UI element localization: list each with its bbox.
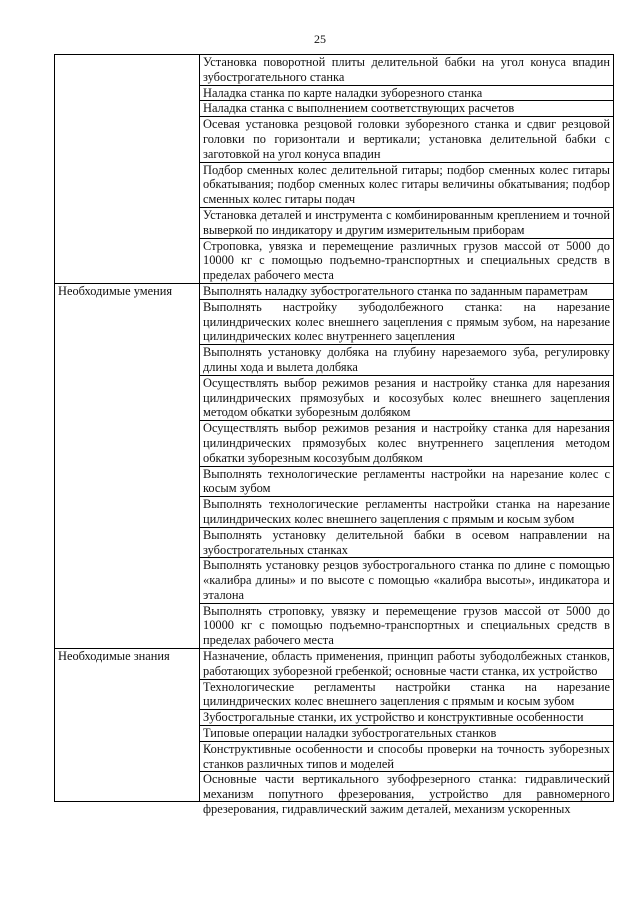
table-cell-continued xyxy=(200,772,614,817)
section-label-skills: Необходимые умения xyxy=(55,283,200,648)
page-number: 25 xyxy=(314,32,326,46)
table-row xyxy=(55,283,614,299)
table-cell: Выполнять установку резцов зубострогального станка по длине с помощью «калибра длины» и по высоте с помощью «калибра высоты», индикатора и эталона xyxy=(200,558,614,603)
table-cell: Наладка станка по карте наладки зуборезного станка xyxy=(200,85,614,101)
table-cell: Выполнять установку долбяка на глубину нарезаемого зуба, регулировку длины хода и вылета долбяка xyxy=(200,345,614,376)
section-label xyxy=(55,55,200,284)
table-cell: Назначение, область применения, принцип работы зубодолбежных станков, работающих зуборезной гребенкой; основные части станка, их устройство xyxy=(200,649,614,680)
table-cell: Строповка, увязка и перемещение различных грузов массой от 5000 до 10000 кг с помощью подъемно-транспортных и специальных средств в пределах рабочего места xyxy=(200,238,614,283)
table-cell: Выполнять установку делительной бабки в осевом направлении на зубострогательных станках xyxy=(200,527,614,558)
table-cell: Выполнять наладку зубострогательного станка по заданным параметрам xyxy=(200,283,614,299)
table-cell: Выполнять строповку, увязку и перемещение грузов массой от 5000 до 10000 кг с помощью подъемно-транспортных и специальных средств в пределах рабочего места xyxy=(200,603,614,648)
table-cell: Выполнять технологические регламенты настройки станка на нарезание цилиндрических колес внешнего зацепления с прямым и косым зубом xyxy=(200,497,614,528)
section-label-knowledge: Необходимые знания xyxy=(55,649,200,802)
table-cell: Технологические регламенты настройки станка на нарезание цилиндрических колес внешнего зацепления с прямым и косым зубом xyxy=(200,679,614,710)
table-cell: Наладка станка с выполнением соответствующих расчетов xyxy=(200,101,614,117)
table-cell: Конструктивные особенности и способы проверки на точность зуборезных станков различных типов и моделей xyxy=(200,741,614,772)
table-cell: Выполнять технологические регламенты настройки на нарезание колес с косым зубом xyxy=(200,466,614,497)
table-row xyxy=(55,55,614,86)
table-cell: Установка поворотной плиты делительной бабки на угол конуса впадин зубострогательного станка xyxy=(200,55,614,86)
competency-table xyxy=(54,54,614,817)
table-cell: Осуществлять выбор режимов резания и настройку станка для нарезания цилиндрических прямозубых и косозубых колес внешнего зацепления методом обкатки зуборезным долбяком xyxy=(200,375,614,420)
table-cell: Подбор сменных колес делительной гитары; подбор сменных колес гитары обкатывания; подбор сменных колес гитары величины обкатывания; подбор сменных колес гитары подач xyxy=(200,162,614,207)
table-row xyxy=(55,649,614,680)
table-cell: Осевая установка резцовой головки зуборезного станка и сдвиг резцовой головки по горизонтали и вертикали; установка делительной бабки с заготовкой на угол конуса впадин xyxy=(200,117,614,162)
table-cell: Выполнять настройку зубодолбежного станка: на нарезание цилиндрических колес внешнего зацепления с прямым зубом, на нарезание цилиндрических колес внутреннего зацепления xyxy=(200,299,614,344)
table-cell-text: Основные части вертикального зубофрезерного станка: гидравлический механизм попутного фрезерования, устройство для равномерного фрезерования, гидравлический зажим деталей, механизм ускоренных xyxy=(203,772,610,817)
table-cell: Установка деталей и инструмента с комбинированным креплением и точной выверкой по индикатору и другим измерительным приборам xyxy=(200,207,614,238)
table-cell: Типовые операции наладки зубострогательных станков xyxy=(200,726,614,742)
table-cell: Зубострогальные станки, их устройство и конструктивные особенности xyxy=(200,710,614,726)
table-cell: Осуществлять выбор режимов резания и настройку станка для нарезания цилиндрических прямозубых колес внутреннего зацепления методом обкатки зуборезным косозубым долбяком xyxy=(200,421,614,466)
